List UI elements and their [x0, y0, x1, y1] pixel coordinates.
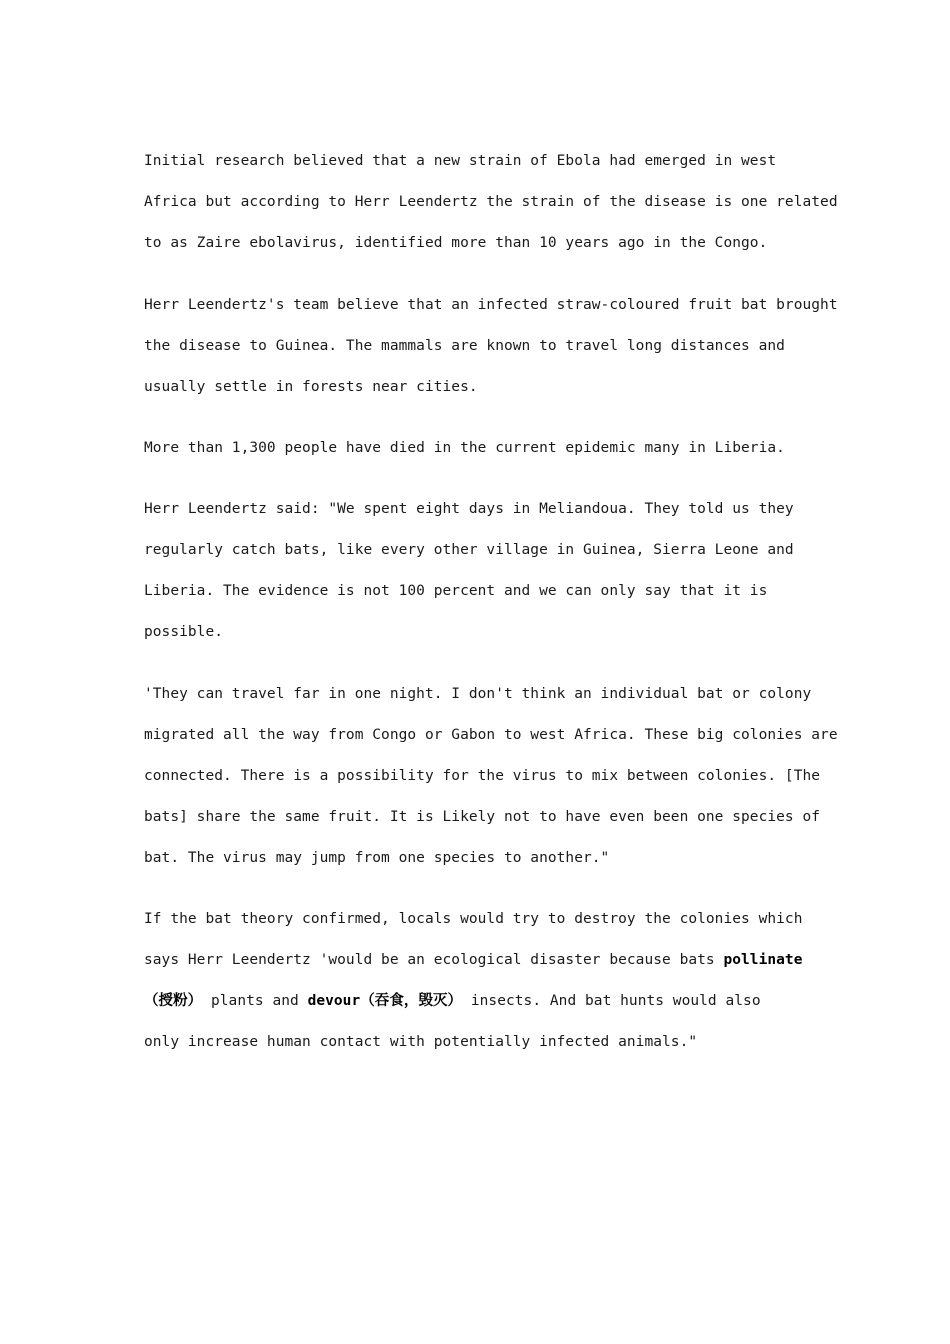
- vocab-word-devour: devour（吞食，毁灭）: [307, 993, 463, 1009]
- paragraph-travel-far: [144, 674, 838, 879]
- paragraph-death-toll: [144, 428, 824, 469]
- text-line: connected. There is a possibility for the virus to mix between colonies. [The: [144, 768, 821, 784]
- text-segment: says Herr Leendertz 'would be an ecological disaster because bats: [144, 952, 724, 968]
- text-line: to as Zaire ebolavirus, identified more than 10 years ago in the Congo.: [144, 235, 768, 251]
- text-segment: insects. And bat hunts would also: [462, 993, 761, 1009]
- paragraph-bat-theory: [144, 899, 824, 1063]
- text-line: Initial research believed that a new strain of Ebola had emerged in west: [144, 153, 777, 169]
- text-line: usually settle in forests near cities.: [144, 379, 478, 395]
- text-line: [144, 981, 824, 1022]
- text-line: only increase human contact with potentially infected animals.": [144, 1034, 698, 1050]
- text-line: If the bat theory confirmed, locals would try to destroy the colonies which: [144, 911, 803, 927]
- text-line: Africa but according to Herr Leendertz the strain of the disease is one related: [144, 194, 838, 210]
- paragraph-leendertz-quote: [144, 489, 824, 653]
- vocab-word-pollinate: pollinate: [723, 952, 803, 968]
- text-line: Herr Leendertz said: "We spent eight days in Meliandoua. They told us they: [144, 501, 794, 517]
- text-line: regularly catch bats, like every other village in Guinea, Sierra Leone and: [144, 542, 794, 558]
- text-line: More than 1,300 people have died in the current epidemic many in Liberia.: [144, 440, 785, 456]
- text-line: the disease to Guinea. The mammals are known to travel long distances and: [144, 338, 785, 354]
- text-line: Liberia. The evidence is not 100 percent and we can only say that it is: [144, 583, 768, 599]
- text-line: [144, 940, 824, 981]
- vocab-gloss-pollinate: （授粉）: [144, 993, 203, 1009]
- paragraph-initial-research: [144, 141, 838, 264]
- text-line: bat. The virus may jump from one species to another.": [144, 850, 610, 866]
- text-line: bats] share the same fruit. It is Likely not to have even been one species of: [144, 809, 821, 825]
- text-line: Herr Leendertz's team believe that an infected straw-coloured fruit bat brought: [144, 297, 838, 313]
- text-line: 'They can travel far in one night. I don't think an individual bat or colony: [144, 686, 812, 702]
- text-segment: plants and: [202, 993, 308, 1009]
- text-line: possible.: [144, 624, 224, 640]
- text-line: migrated all the way from Congo or Gabon to west Africa. These big colonies are: [144, 727, 838, 743]
- paragraph-fruit-bat: [144, 285, 838, 408]
